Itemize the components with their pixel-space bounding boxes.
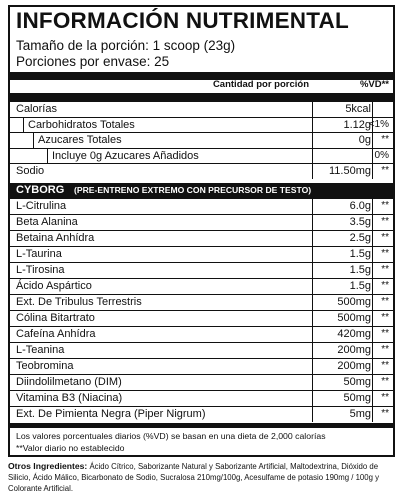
nutrient-daily-value: ** xyxy=(381,134,389,146)
amount-column-line xyxy=(312,391,313,406)
nutrient-amount: 500mg xyxy=(337,312,371,324)
nutrient-row xyxy=(10,246,393,262)
nutrient-daily-value: ** xyxy=(381,408,389,419)
dv-column-line xyxy=(372,279,373,294)
dv-column-line xyxy=(372,375,373,390)
nutrient-row xyxy=(10,163,393,179)
thick-divider xyxy=(10,93,393,101)
nutrient-row xyxy=(10,214,393,230)
amount-column-line xyxy=(312,199,313,214)
nutrient-name: Ext. De Pimienta Negra (Piper Nigrum) xyxy=(16,408,206,420)
nutrient-amount: 1.5g xyxy=(349,248,371,260)
nutrient-amount: 0g xyxy=(358,134,371,147)
amount-column-line xyxy=(312,263,313,278)
nutrient-name: Sodio xyxy=(16,165,45,178)
nutrient-name: Calorías xyxy=(16,103,57,115)
other-ingredients xyxy=(8,461,395,494)
nutrient-row xyxy=(10,132,393,148)
nutrient-name: Ácido Aspártico xyxy=(16,280,92,292)
dv-column-line xyxy=(372,359,373,374)
dv-column-line xyxy=(372,263,373,278)
nutrient-row xyxy=(10,117,393,133)
row-indent-line xyxy=(47,149,48,164)
amount-column-line xyxy=(312,118,313,133)
nutrient-amount: 2.5g xyxy=(349,232,371,244)
other-ingredients-text: Ácido Cítrico, Saborizante Natural y Saborizante Artificial, Maltodextrina, Dióxido de Silicio, Ácido Málico, Bicarbonato de Sodio, Sucralosa 210mg/100g, Acesulfame de potasio 190mg / 100g y Colorante Artificial. xyxy=(8,462,380,493)
nutrient-daily-value: ** xyxy=(381,392,389,403)
nutrient-name: Azucares Totales xyxy=(38,134,122,147)
nutrient-amount: 50mg xyxy=(343,376,371,388)
amount-column-line xyxy=(312,359,313,374)
amount-column-line xyxy=(312,407,313,422)
nutrient-name: Betaina Anhídra xyxy=(16,232,95,244)
nutrient-daily-value: 0% xyxy=(374,149,389,161)
amount-column-line xyxy=(312,164,313,179)
nutrient-amount: 1.5g xyxy=(349,280,371,292)
amount-column-line xyxy=(312,102,313,117)
dv-column-line xyxy=(372,199,373,214)
amount-column-line xyxy=(312,133,313,148)
blend-header xyxy=(10,183,393,198)
dv-column-line xyxy=(372,295,373,310)
nutrient-amount: 1.12g xyxy=(343,118,371,131)
nutrition-facts-label xyxy=(8,5,395,457)
nutrient-amount: 50mg xyxy=(343,392,371,404)
nutrient-amount: 500mg xyxy=(337,296,371,308)
nutrient-daily-value: ** xyxy=(381,232,389,243)
nutrient-amount: 5mg xyxy=(349,408,371,420)
serving-size: Tamaño de la porción: 1 scoop (23g) xyxy=(16,38,236,53)
nutrient-daily-value: ** xyxy=(381,360,389,371)
other-ingredients-label: Otros Ingredientes: xyxy=(8,461,88,471)
nutrient-row xyxy=(10,230,393,246)
amount-column-line xyxy=(312,279,313,294)
footnote-not-established: **Valor diario no establecido xyxy=(16,443,125,453)
blend-description: (PRE-ENTRENO EXTREMO CON PRECURSOR DE TESTO) xyxy=(74,185,312,195)
nutrient-name: L-Tirosina xyxy=(16,264,65,276)
nutrient-row xyxy=(10,342,393,358)
nutrient-daily-value: ** xyxy=(381,344,389,355)
blend-name: CYBORG xyxy=(16,184,65,196)
amount-column-line xyxy=(312,215,313,230)
nutrient-name: Diindolilmetano (DIM) xyxy=(16,376,122,388)
dv-column-line xyxy=(372,215,373,230)
dv-column-line xyxy=(372,102,373,117)
nutrient-daily-value: ** xyxy=(381,280,389,291)
row-indent-line xyxy=(33,133,34,148)
nutrient-amount: 420mg xyxy=(337,328,371,340)
nutrient-name: Carbohidratos Totales xyxy=(28,118,135,131)
nutrient-name: Cólina Bitartrato xyxy=(16,312,95,324)
nutrient-row xyxy=(10,310,393,326)
nutrient-daily-value: ** xyxy=(381,216,389,227)
row-indent-line xyxy=(23,118,24,133)
amount-column-line xyxy=(312,295,313,310)
nutrient-row xyxy=(10,148,393,164)
nutrient-daily-value: <1% xyxy=(368,118,389,130)
nutrient-daily-value: ** xyxy=(381,248,389,259)
nutrient-name: Beta Alanina xyxy=(16,216,78,228)
nutrient-row xyxy=(10,262,393,278)
nutrient-daily-value: ** xyxy=(381,165,389,177)
nutrient-amount: 200mg xyxy=(337,344,371,356)
nutrient-name: Vitamina B3 (Niacina) xyxy=(16,392,123,404)
nutrient-row xyxy=(10,374,393,390)
dv-column-line xyxy=(372,149,373,164)
nutrient-daily-value: ** xyxy=(381,312,389,323)
nutrient-row xyxy=(10,198,393,214)
nutrient-amount: 1.5g xyxy=(349,264,371,276)
dv-column-line xyxy=(372,133,373,148)
nutrient-amount: 11.50mg xyxy=(329,165,371,178)
nutrient-row xyxy=(10,358,393,374)
amount-header: Cantidad por porción xyxy=(212,79,309,90)
nutrient-name: Teobromina xyxy=(16,360,74,372)
thick-divider xyxy=(10,72,393,80)
nutrient-row xyxy=(10,101,393,117)
nutrient-row xyxy=(10,390,393,406)
dv-column-line xyxy=(372,231,373,246)
nutrient-name: L-Teanina xyxy=(16,344,65,356)
nutrient-daily-value: ** xyxy=(381,264,389,275)
nutrient-row xyxy=(10,278,393,294)
nutrient-row xyxy=(10,326,393,342)
amount-column-line xyxy=(312,327,313,342)
amount-column-line xyxy=(312,311,313,326)
nutrient-name: Incluye 0g Azucares Añadidos xyxy=(52,149,199,162)
amount-column-line xyxy=(312,343,313,358)
nutrient-name: Cafeína Anhídra xyxy=(16,328,96,340)
nutrient-amount: 200mg xyxy=(337,360,371,372)
label-title: INFORMACIÓN NUTRIMENTAL xyxy=(16,8,349,33)
dv-column-line xyxy=(372,164,373,179)
nutrient-amount: 6.0g xyxy=(349,200,371,212)
servings-per-container: Porciones por envase: 25 xyxy=(16,54,170,69)
thick-divider xyxy=(10,423,393,428)
amount-column-line xyxy=(312,231,313,246)
nutrient-amount: 5kcal xyxy=(345,103,371,115)
nutrient-name: Ext. De Tribulus Terrestris xyxy=(16,296,142,308)
footnote-daily-values: Los valores porcentuales diarios (%VD) se basan en una dieta de 2,000 calorías xyxy=(16,431,326,441)
dv-column-line xyxy=(372,343,373,358)
dv-header: %VD** xyxy=(359,79,389,90)
dv-column-line xyxy=(372,391,373,406)
nutrient-name: L-Citrulina xyxy=(16,200,67,212)
dv-column-line xyxy=(372,311,373,326)
nutrient-row xyxy=(10,406,393,422)
amount-column-line xyxy=(312,149,313,164)
nutrient-row xyxy=(10,294,393,310)
nutrient-name: L-Taurina xyxy=(16,248,62,260)
dv-column-line xyxy=(372,407,373,422)
nutrient-daily-value: ** xyxy=(381,200,389,211)
amount-column-line xyxy=(312,375,313,390)
dv-column-line xyxy=(372,247,373,262)
nutrient-daily-value: ** xyxy=(381,328,389,339)
dv-column-line xyxy=(372,327,373,342)
nutrient-amount: 3.5g xyxy=(349,216,371,228)
amount-column-line xyxy=(312,247,313,262)
nutrient-daily-value: ** xyxy=(381,376,389,387)
nutrient-daily-value: ** xyxy=(381,296,389,307)
